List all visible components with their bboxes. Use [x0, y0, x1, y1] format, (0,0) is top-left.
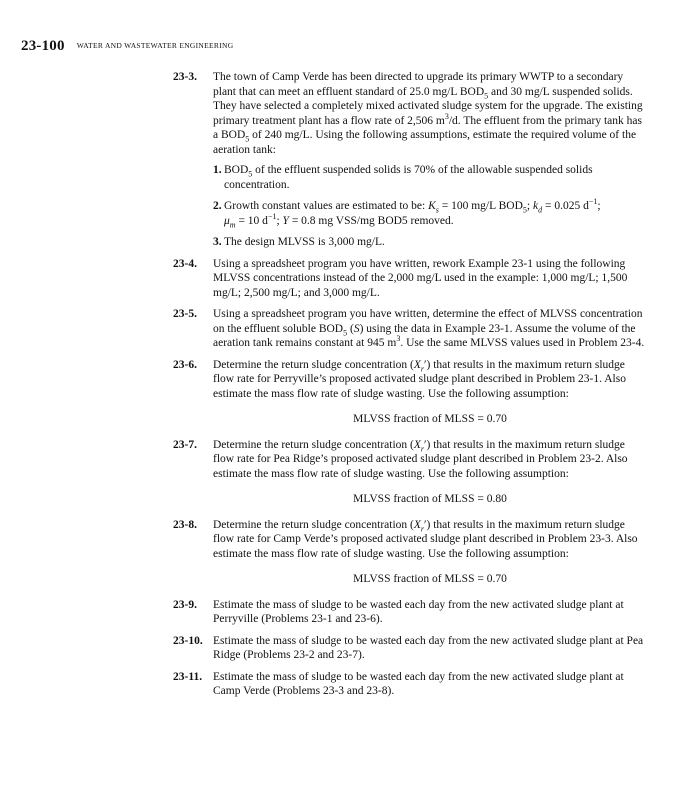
equation: MLVSS fraction of MLSS = 0.80	[353, 493, 507, 505]
problem-text: Using a spreadsheet program you have written, rework Example 23-1 using the following MLVSS concentrations instead of the 2,000 mg/L used in the example: 1,000 mg/L; 1,500 mg/L; 2,500 mg/L; and 3,000 mg/L.	[213, 257, 628, 299]
problem-number: 23-6.	[173, 358, 197, 371]
assumption-item: 2. Growth constant values are estimated to be: $K_s = 100$ mg/L $BOD_5$; $k_d = 0.025$ $d^{-1}$; $\mu_m = 10$ $d^{-1}$; Y = 0.8 mg VSS/mg BOD5 removed.	[213, 197, 601, 229]
problem-text: Determine the return sludge concentration $(X_r')$ that results in the maximum return sludge flow rate for Camp Verde’s proposed activated sludge plant described in Problem 23-3. Also estimate the mass flow rate of sludge wasting. Use the following assumption:	[213, 518, 638, 560]
page-header	[21, 37, 661, 55]
assumption-list	[213, 163, 647, 250]
problem-23-9	[173, 598, 647, 627]
problem-text: Using a spreadsheet program you have written, determine the effect of MLVSS concentration on the effluent soluble $BOD_5$ (S) using the data in Example 23-1. Assume the volume of the aeration tank remains constant at 945 $m^3$. Use the same MLVSS values used in Problem 23-4.	[213, 308, 645, 349]
problem-text: Estimate the mass of sludge to be wasted each day from the new activated sludge plant at Pea Ridge (Problems 23-2 and 23-7).	[213, 634, 644, 661]
problem-number: 23-4.	[173, 257, 197, 270]
problem-23-5	[173, 307, 647, 351]
assumption-item: 1. $BOD_5$ of the effluent suspended solids is 70% of the allowable suspended solids concentration.	[213, 164, 593, 191]
problem-23-8	[173, 518, 647, 587]
problem-23-7	[173, 438, 647, 507]
problem-number: 23-11.	[173, 670, 203, 683]
problem-number: 23-9.	[173, 598, 197, 611]
problem-23-4	[173, 257, 647, 301]
problem-23-11	[173, 670, 647, 699]
problem-text: Determine the return sludge concentration $(X_r')$ that results in the maximum return sludge flow rate for Perryville’s proposed activated sludge plant described in Problem 23-1. Also estimate the mass flow rate of sludge wasting. Use the following assumption:	[213, 358, 626, 400]
assumption-item: 3. The design MLVSS is 3,000 mg/L.	[213, 236, 385, 248]
page-number: 23-100	[21, 38, 65, 54]
equation: MLVSS fraction of MLSS = 0.70	[353, 413, 507, 425]
problem-number: 23-3.	[173, 71, 197, 83]
problem-number: 23-8.	[173, 518, 197, 531]
running-head: WATER AND WASTEWATER ENGINEERING	[76, 41, 234, 50]
equation: MLVSS fraction of MLSS = 0.70	[353, 573, 507, 585]
problem-23-10	[173, 634, 647, 663]
problem-number: 23-5.	[173, 308, 197, 320]
problem-23-6	[173, 358, 647, 427]
problem-number: 23-10.	[173, 634, 203, 647]
problem-text: The town of Camp Verde has been directed to upgrade its primary WWTP to a secondary plant that can meet an effluent standard of 25.0 mg/L $BOD_5$ and 30 mg/L suspended solids. They have selected a completely mixed activated sludge system for the upgrade. The existing primary treatment plant has a flow rate of 2,506 $m^3/d$. The effluent from the primary tank has a $BOD_5$ of 240 mg/L. Using the following assumptions, estimate the required volume of the aeration tank:	[213, 71, 643, 156]
problem-text: Estimate the mass of sludge to be wasted each day from the new activated sludge plant at Perryville (Problems 23-1 and 23-6).	[213, 598, 624, 625]
problem-23-3	[173, 70, 647, 250]
problem-list	[173, 70, 647, 706]
problem-text: Determine the return sludge concentration $(X_r')$ that results in the maximum return sludge flow rate for Pea Ridge’s proposed activated sludge plant described in Problem 23-2. Also estimate the mass flow rate of sludge wasting. Use the following assumption:	[213, 438, 628, 480]
problem-text: Estimate the mass of sludge to be wasted each day from the new activated sludge plant at Camp Verde (Problems 23-3 and 23-8).	[213, 670, 624, 697]
problem-number: 23-7.	[173, 438, 197, 451]
